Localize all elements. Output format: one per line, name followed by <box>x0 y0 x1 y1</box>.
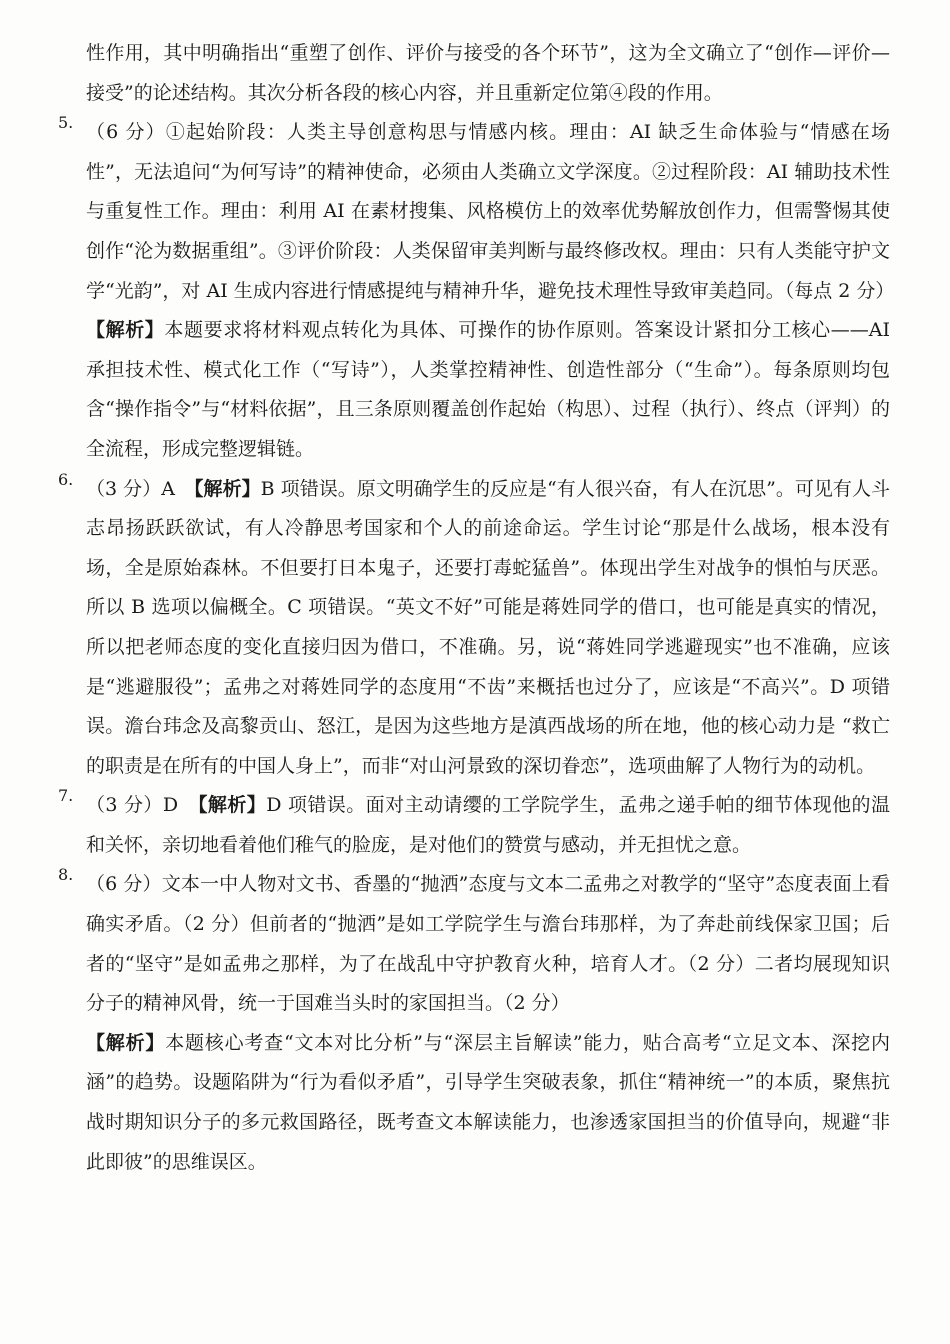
analysis-text: D 项错误。面对主动请缨的工学院学生，孟弗之递手帕的细节体现他的温和关怀，亲切地看着他们稚气的脸庞，是对他们的赞赏与感动，并无担忧之意。 <box>86 794 890 856</box>
question-5-answer: （6 分）①起始阶段：人类主导创意构思与情感内核。理由：AI 缺乏生命体验与“情感在场性”，无法追问“为何写诗”的精神使命，必须由人类确立文学深度。②过程阶段：AI 辅助技术性与重复性工作。理由：利用 AI 在素材搜集、风格模仿上的效率优势解放创作力，但需警惕其使创作“沦为数据重组”。③评价阶段：人类保留审美判断与最终修改权。理由：只有人类能守护文学“光韵”，对 AI 生成内容进行情感提纯与精神升华，避免技术理性导致审美趋同。（每点 2 分） <box>86 121 895 302</box>
analysis-text: 本题要求将材料观点转化为具体、可操作的协作原则。答案设计紧扣分工核心——AI 承担技术性、模式化工作（“写诗”），人类掌控精神性、创造性部分（“生命”）。每条原则均包含“操作指令”与“材料依据”，且三条原则覆盖创作起始（构思）、过程（执行）、终点（评判）的全流程，形成完整逻辑链。 <box>86 319 890 460</box>
question-7-answer <box>86 786 890 865</box>
analysis-tag: 【解析】 <box>197 794 267 817</box>
question-8 <box>58 865 890 1023</box>
question-8-analysis <box>58 1024 890 1182</box>
question-number: 7. <box>58 786 74 806</box>
analysis-tag: 【解析】 <box>86 1031 166 1054</box>
question-7 <box>58 786 890 865</box>
question-number: 5. <box>58 113 74 133</box>
question-number: 6. <box>58 469 74 489</box>
question-5-analysis <box>58 311 890 469</box>
question-5 <box>58 113 895 311</box>
analysis-tag: 【解析】 <box>86 319 165 342</box>
question-8-answer: （6 分）文本一中人物对文书、香墨的“抛洒”态度与文本二孟弗之对教学的“坚守”态度表面上看确实矛盾。（2 分）但前者的“抛洒”是如工学院学生与澹台玮那样，为了奔赴前线保家卫国；后者的“坚守”是如孟弗之那样，为了在战乱中守护教育火种，培育人才。（2 分）二者均展现知识分子的精神风骨，统一于国难当头时的家国担当。（2 分） <box>86 873 890 1015</box>
question-6-answer <box>86 470 890 787</box>
analysis-text: B 项错误。原文明确学生的反应是“有人很兴奋，有人在沉思”。可见有人斗志昂扬跃跃欲试，有人冷静思考国家和个人的前途命运。学生讨论“那是什么战场，根本没有场，全是原始森林。不但要打日本鬼子，还要打毒蛇猛兽”。体现出学生对战争的惧怕与厌恶。所以 B 选项以偏概全。C 项错误。“英文不好”可能是蒋姓同学的借口，也可能是真实的情况，所以把老师态度的变化直接归因为借口，不准确。另，说“蒋姓同学逃避现实”也不准确，应该是“逃避服役”；孟弗之对蒋姓同学的态度用“不齿”来概括也过分了，应该是“不高兴”。D 项错误。澹台玮念及高黎贡山、怒江，是因为这些地方是滇西战场的所在地，他的核心动力是 “救亡的职责是在所有的中国人身上”，而非“对山河景致的深切眷恋”，选项曲解了人物行为的动机。 <box>86 477 890 777</box>
intro-paragraph: 性作用，其中明确指出“重塑了创作、评价与接受的各个环节”，这为全文确立了“创作—评价—接受”的论述结构。其次分析各段的核心内容，并且重新定位第④段的作用。 <box>86 42 890 104</box>
answer-head: （3 分）D <box>86 794 198 817</box>
analysis-tag: 【解析】 <box>194 477 261 500</box>
analysis-text: 本题核心考查“文本对比分析”与“深层主旨解读”能力，贴合高考“立足文本、深挖内涵”的趋势。设题陷阱为“行为看似矛盾”，引导学生突破表象，抓住“精神统一”的本质，聚焦抗战时期知识分子的多元救国路径，既考查文本解读能力，也渗透家国担当的价值导向，规避“非此即彼”的思维误区。 <box>86 1031 890 1173</box>
question-number: 8. <box>58 865 74 885</box>
question-6 <box>58 470 890 787</box>
answer-head: （3 分）A <box>86 477 195 500</box>
